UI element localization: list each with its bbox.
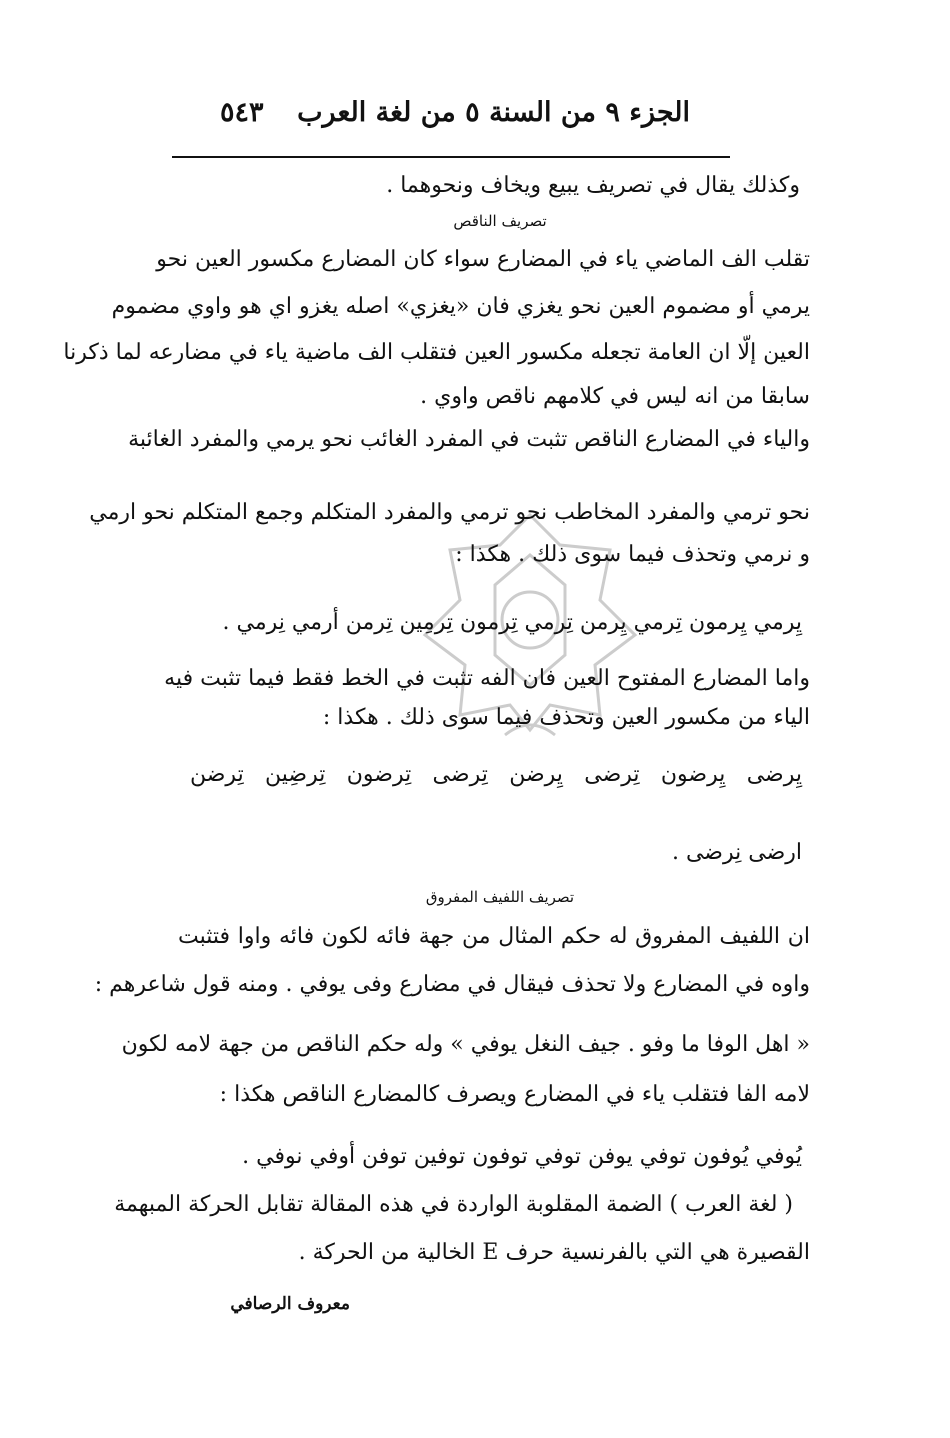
text-line-10: واما المضارع المفتوح العين فان الفه تثبت في الخط فقط فيما تثبت فيه: [164, 666, 810, 691]
editor-note-line-1: ( لغة العرب ) الضمة المقلوبة الواردة في هذه المقالة تقابل الحركة المبهمة: [114, 1192, 793, 1217]
page-number: ٥٤٣: [220, 96, 264, 128]
text-line-8: و نرمي وتحذف فيما سوى ذلك . هكذا :: [455, 542, 810, 567]
header-rule: [172, 156, 730, 158]
running-header: [220, 92, 690, 132]
text-line-1: وكذلك يقال في تصريف يبيع ويخاف ونحوهما .: [386, 173, 800, 198]
text-line-2: تقلب الف الماضي ياء في المضارع سواء كان المضارع مكسور العين نحو: [156, 247, 810, 272]
text-line-16: « اهل الوفا ما وفو . جيف النغل يوفي » وله حكم الناقص من جهة لامه لكون: [121, 1032, 810, 1057]
editor-note-line-2: القصيرة هي التي بالفرنسية حرف E الخالية من الحركة .: [298, 1240, 810, 1265]
section-heading-lafif-mafruq: تصريف اللفيف المفروق: [425, 888, 575, 906]
paradigm-yarmi: يِرمي يِرمون تِرمي يِرمن تِرمي تِرمون تِرمِين تِرمن أرمي نِرمي .: [222, 610, 802, 635]
text-line-17: لامه الفا فتقلب ياء في المضارع ويصرف كالمضارع الناقص هكذا :: [219, 1082, 810, 1107]
author-signature: معروف الرصافي: [230, 1294, 350, 1314]
text-line-7: نحو ترمي والمفرد المخاطب نحو ترمي والمفرد المتكلم وجمع المتكلم نحو ارمي: [89, 500, 810, 525]
text-line-11: الياء من مكسور العين وتحذف فيما سوى ذلك . هكذا :: [322, 705, 810, 730]
section-heading-naqis: تصريف الناقص: [453, 212, 547, 230]
paradigm-yarda-end: ارضى نِرضى .: [671, 840, 802, 865]
text-line-4: العين إلّا ان العامة تجعله مكسور العين فتقلب الف ماضية ياء في مضارعه لما ذكرنا: [63, 340, 810, 365]
text-line-5: سابقا من انه ليس في كلامهم ناقص واوي .: [420, 384, 810, 409]
text-line-14: ان اللفيف المفروق له حكم المثال من جهة فائه لكون فائه واوا فتثبت: [178, 924, 810, 949]
text-line-15: واوه في المضارع ولا تحذف فيقال في مضارع وفى يوفي . ومنه قول شاعرهم :: [94, 972, 810, 997]
text-line-6: والياء في المضارع الناقص تثبت في المفرد الغائب نحو يرمي والمفرد الغائبة: [128, 427, 810, 452]
paradigm-yufi: يُوفي يُوفون توفي يوفن توفي توفون توفين توفن أوفي نوفي .: [242, 1144, 802, 1169]
header-title: الجزء ٩ من السنة ٥ من لغة العرب: [297, 96, 690, 128]
text-line-3: يرمي أو مضموم العين نحو يغزي فان «يغزي» اصله يغزو اي هو واوي مضموم: [111, 294, 810, 319]
paradigm-yarda: يِرضى يِرضون تِرضى يِرضن تِرضى تِرضون تِرضِين تِرضن: [190, 762, 802, 787]
